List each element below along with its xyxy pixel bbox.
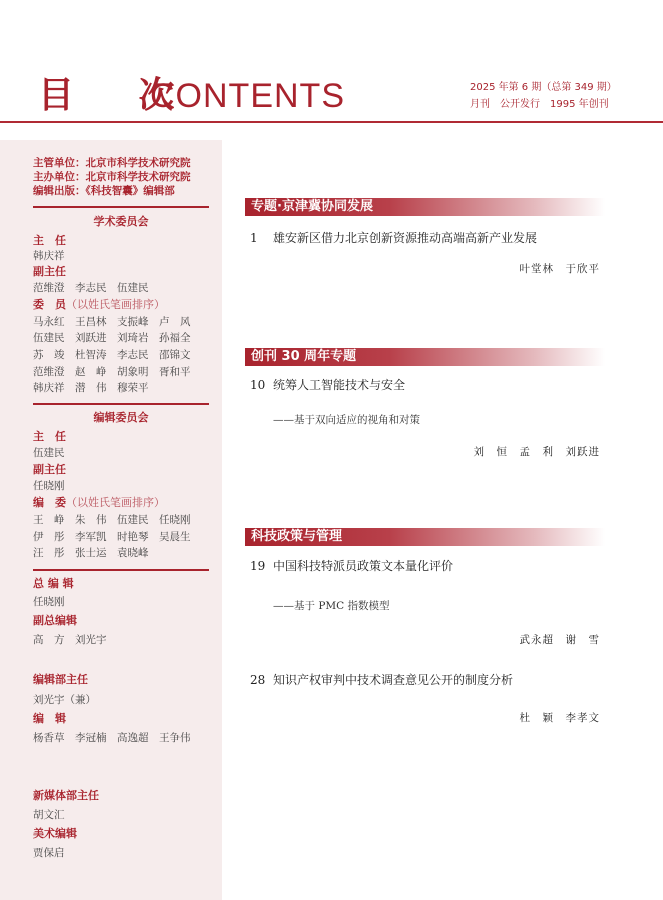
person-name: 李冠楠 bbox=[75, 732, 107, 744]
person-name: 伍建民 bbox=[117, 514, 149, 526]
person-name: 范维澄 bbox=[33, 366, 65, 378]
person-name: 吴晨生 bbox=[159, 531, 191, 543]
person-name: 穆荣平 bbox=[117, 382, 149, 394]
names-row bbox=[33, 513, 201, 527]
person-name: 邵锦文 bbox=[159, 349, 191, 361]
person-name: 杨香草 bbox=[33, 732, 65, 744]
names-row bbox=[33, 331, 201, 345]
article-authors: 叶堂林 于欣平 bbox=[519, 263, 600, 275]
person-name: 孙福全 bbox=[159, 332, 191, 344]
person-name: 苏 竣 bbox=[33, 349, 65, 361]
sort-note: （以姓氏笔画排序） bbox=[66, 298, 165, 311]
role-label bbox=[33, 298, 165, 312]
article-title[interactable]: 雄安新区借力北京创新资源推动高端高新产业发展 bbox=[273, 231, 538, 245]
person-name: 赵 峥 bbox=[75, 366, 107, 378]
person-name: 任晓刚 bbox=[33, 480, 65, 492]
page-number: 28 bbox=[250, 673, 266, 687]
issue-number: 2025 年第 6 期（总第 349 期） bbox=[470, 82, 617, 93]
person-name: 高 方 bbox=[33, 634, 65, 646]
person-name: 汪 彤 bbox=[33, 547, 65, 559]
divider bbox=[33, 569, 209, 571]
article-title[interactable]: 中国科技特派员政策文本量化评价 bbox=[273, 559, 454, 573]
section-title: 科技政策与管理 bbox=[251, 529, 343, 544]
person-name: 朱 伟 bbox=[75, 514, 107, 526]
names-row bbox=[33, 365, 201, 379]
person-name: 伍建民 bbox=[33, 332, 65, 344]
names-row bbox=[33, 315, 201, 329]
person-name: 贾保启 bbox=[33, 847, 65, 859]
person-name: 王争伟 bbox=[159, 732, 191, 744]
names-row bbox=[33, 281, 159, 295]
article-subtitle: ——基于 PMC 指数模型 bbox=[273, 600, 390, 612]
person-name: 胥和平 bbox=[159, 366, 191, 378]
page-number: 1 bbox=[250, 231, 258, 245]
section-banner bbox=[245, 198, 605, 216]
sponsor: 主办单位：北京市科学技术研究院 bbox=[33, 171, 191, 183]
person-name: 任晓刚 bbox=[159, 514, 191, 526]
person-name: 支振峰 bbox=[117, 316, 149, 328]
role-label: 总 编 辑 bbox=[33, 577, 74, 590]
person-name: 王 峥 bbox=[33, 514, 65, 526]
divider bbox=[33, 206, 209, 208]
person-name: 刘跃进 bbox=[75, 332, 107, 344]
article-authors: 刘 恒 孟 利 刘跃进 bbox=[473, 446, 600, 458]
person-name: 时艳琴 bbox=[117, 531, 149, 543]
article-authors: 杜 颖 李孝文 bbox=[519, 712, 600, 724]
role-label: 副主任 bbox=[33, 463, 66, 476]
publication-info: 月刊 公开发行 1995 年创刊 bbox=[470, 99, 609, 110]
members-label: 编 委 bbox=[33, 496, 66, 509]
person-name: 李志民 bbox=[75, 282, 107, 294]
role-label: 主 任 bbox=[33, 430, 66, 443]
academic-committee-heading: 学术委员会 bbox=[93, 215, 149, 228]
person-name: 韩庆祥 bbox=[33, 382, 65, 394]
role-label bbox=[33, 496, 165, 510]
names-row bbox=[33, 633, 117, 647]
names-row bbox=[33, 546, 159, 560]
article-subtitle: ——基于双向适应的视角和对策 bbox=[273, 414, 420, 426]
supervisor: 主管单位：北京市科学技术研究院 bbox=[33, 157, 191, 169]
divider bbox=[33, 403, 209, 405]
person-name: 袁晓峰 bbox=[117, 547, 149, 559]
article-authors: 武永超 谢 雪 bbox=[519, 634, 600, 646]
publisher: 编辑出版：《科技智囊》编辑部 bbox=[33, 185, 175, 197]
person-name: 马永红 bbox=[33, 316, 65, 328]
article-title[interactable]: 知识产权审判中技术调查意见公开的制度分析 bbox=[273, 673, 514, 687]
person-name: 范维澄 bbox=[33, 282, 65, 294]
article-title[interactable]: 统筹人工智能技术与安全 bbox=[273, 378, 406, 392]
role-label: 美术编辑 bbox=[33, 827, 77, 840]
person-name: 杜智涛 bbox=[75, 349, 107, 361]
role-label: 副主任 bbox=[33, 265, 66, 278]
person-name: 刘光宇（兼） bbox=[33, 694, 96, 706]
person-name: 李军凯 bbox=[75, 531, 107, 543]
section-title: 创刊 30 周年专题 bbox=[251, 349, 357, 364]
page-number: 10 bbox=[250, 378, 266, 392]
person-name: 潜 伟 bbox=[75, 382, 107, 394]
role-label: 新媒体部主任 bbox=[33, 789, 99, 802]
person-name: 伍建民 bbox=[117, 282, 149, 294]
person-name: 高逸超 bbox=[117, 732, 149, 744]
section-banner bbox=[245, 348, 605, 366]
page-title-cn: 目 次 bbox=[38, 75, 201, 116]
editorial-committee-heading: 编辑委员会 bbox=[93, 411, 149, 424]
section-banner bbox=[245, 528, 605, 546]
person-name: 任晓刚 bbox=[33, 596, 65, 608]
header-divider bbox=[0, 121, 663, 123]
section-title: 专题·京津冀协同发展 bbox=[251, 199, 373, 214]
person-name: 刘琦岩 bbox=[117, 332, 149, 344]
names-row bbox=[33, 731, 201, 745]
page-title-en: CONTENTS bbox=[150, 77, 345, 115]
names-row bbox=[33, 530, 201, 544]
page-number: 19 bbox=[250, 559, 266, 573]
person-name: 刘光宇 bbox=[75, 634, 107, 646]
names-row bbox=[33, 348, 201, 362]
role-label: 编辑部主任 bbox=[33, 673, 88, 686]
role-label: 副总编辑 bbox=[33, 614, 77, 627]
person-name: 伊 彤 bbox=[33, 531, 65, 543]
person-name: 王昌林 bbox=[75, 316, 107, 328]
person-name: 胡象明 bbox=[117, 366, 149, 378]
role-label: 编 辑 bbox=[33, 712, 66, 725]
names-row bbox=[33, 381, 159, 395]
person-name: 韩庆祥 bbox=[33, 250, 65, 262]
person-name: 胡文汇 bbox=[33, 809, 65, 821]
members-label: 委 员 bbox=[33, 298, 66, 311]
person-name: 张士运 bbox=[75, 547, 107, 559]
person-name: 卢 风 bbox=[159, 316, 191, 328]
person-name: 李志民 bbox=[117, 349, 149, 361]
sort-note: （以姓氏笔画排序） bbox=[66, 496, 165, 509]
role-label: 主 任 bbox=[33, 234, 66, 247]
person-name: 伍建民 bbox=[33, 447, 65, 459]
